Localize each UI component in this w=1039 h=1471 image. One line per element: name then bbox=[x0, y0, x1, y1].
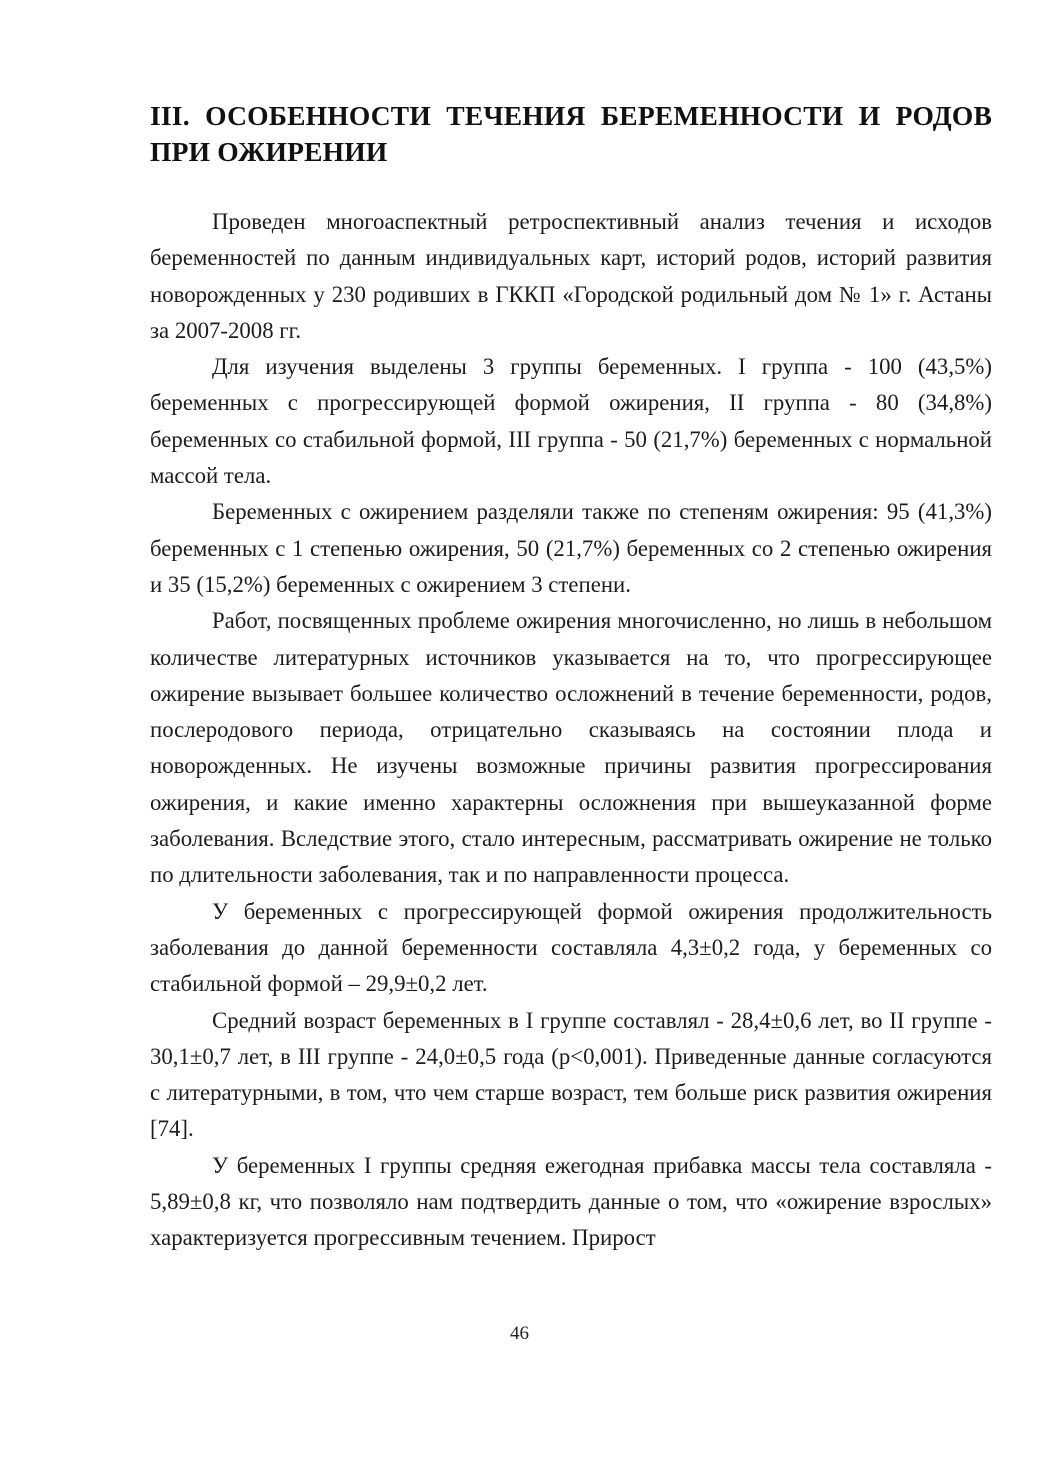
section-heading: III. ОСОБЕННОСТИ ТЕЧЕНИЯ БЕРЕМЕННОСТИ И РОДОВ ПРИ ОЖИРЕНИИ bbox=[150, 100, 992, 167]
paragraph-mean-age: Средний возраст беременных в I группе составлял - 28,4±0,6 лет, во II группе - 30,1±0,7 лет, в III группе - 24,0±0,5 года (p<0,001). Приведенные данные согласуются с литературными, в том, что чем старше возраст, тем больше риск развития ожирения [74]. bbox=[150, 1007, 992, 1142]
page-number: 46 bbox=[510, 1323, 529, 1344]
paragraph-weight-gain: У беременных I группы средняя ежегодная прибавка массы тела составляла - 5,89±0,8 кг, что позволяло нам подтвердить данные о том, что «ожирение взрослых» характеризуется прогрессивным течением. Прирост bbox=[150, 1152, 992, 1251]
paragraph-disease-duration: У беременных с прогрессирующей формой ожирения продолжительность заболевания до данной беременности составляла 4,3±0,2 года, у беременных со стабильной формой – 29,9±0,2 лет. bbox=[150, 898, 992, 997]
paragraph-study-groups: Для изучения выделены 3 группы беременных. I группа - 100 (43,5%) беременных с прогрессирующей формой ожирения, II группа - 80 (34,8%) беременных со стабильной формой, III группа - 50 (21,7%) беременных с нормальной массой тела. bbox=[150, 354, 992, 489]
paragraph-literature-review: Работ, посвященных проблеме ожирения многочисленно, но лишь в небольшом количестве литературных источников указывается на то, что прогрессирующее ожирение вызывает большее количество осложнений в течение беременности, родов, послеродового периода, отрицательно сказываясь на состоянии плода и новорожденных. Не изучены возможные причины развития прогрессирования ожирения, и какие именно характерны осложнения при вышеуказанной форме заболевания. Вследствие этого, стало интересным, рассматривать ожирение не только по длительности заболевания, так и по направленности процесса. bbox=[150, 608, 992, 888]
body-text bbox=[150, 204, 992, 1257]
paragraph-obesity-degrees: Беременных с ожирением разделяли также по степеням ожирения: 95 (41,3%) беременных с 1 степенью ожирения, 50 (21,7%) беременных со 2 степенью ожирения и 35 (15,2%) беременных с ожирением 3 степени. bbox=[150, 499, 992, 597]
paragraph-study-overview: Проведен многоаспектный ретроспективный анализ течения и исходов беременностей по данным индивидуальных карт, историй родов, историй развития новорожденных у 230 родивших в ГККП «Городской родильный дом № 1» г. Астаны за 2007-2008 гг. bbox=[150, 209, 992, 343]
